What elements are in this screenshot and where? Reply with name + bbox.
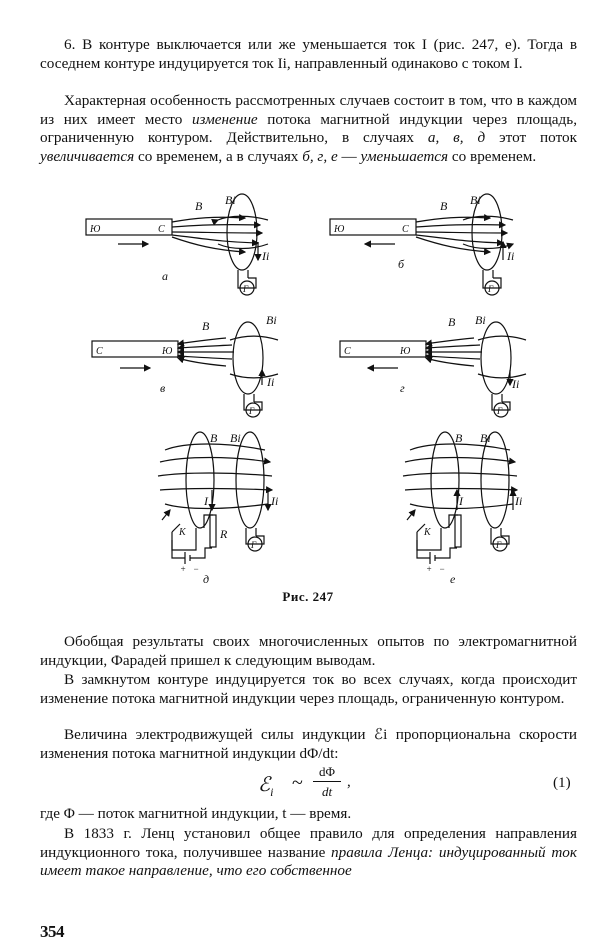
field-label: B — [448, 315, 456, 329]
p7-emph-lenz-rule: правила Ленца: — [331, 843, 434, 861]
panel-v-labels — [96, 313, 277, 416]
panel-label-g: г — [400, 381, 405, 395]
galvanometer-label: Г — [243, 284, 249, 294]
coil-loop — [481, 322, 511, 394]
p2-part2: потока магнитной индукции через площадь, ограниченную контуром. Действительно, в случаях — [40, 110, 577, 147]
galvanometer-label: Г — [251, 540, 257, 550]
field-label: B — [210, 431, 218, 445]
primary-coil — [186, 432, 214, 528]
field-line — [172, 225, 260, 227]
field-label: B — [455, 431, 463, 445]
bar-magnet — [340, 341, 426, 357]
panel-v — [92, 322, 278, 417]
pole-label: Ю — [400, 346, 411, 357]
minus-label: − — [193, 564, 200, 574]
paragraph-faraday-summary: Обобщая результаты своих многочисленных опытов по электромагнитной индукции, Фарадей пришел к следующим выводам. — [40, 633, 577, 669]
formula-emf-symbol: ℰ — [258, 774, 271, 796]
p2-part3: этот поток — [485, 129, 577, 147]
p2-cases-decrease: б, г, е — [302, 147, 338, 165]
induced-field-label: Bi — [230, 431, 241, 445]
panel-g — [340, 322, 526, 417]
field-line — [172, 235, 258, 243]
coil-loop — [233, 322, 263, 394]
formula-comma: , — [347, 774, 351, 790]
formula-numerator: dΦ — [313, 764, 341, 782]
field-label: B — [202, 319, 210, 333]
paragraph-faraday-law-1: В замкнутом контуре индуцируется ток во всех случаях, когда происходит изменение потока магнитной индукции через площадь, ограниченную контуром. — [40, 671, 577, 707]
galvanometer-label: Г — [497, 406, 503, 416]
induced-current-label: Ii — [507, 249, 515, 263]
paragraph-lenz — [40, 825, 577, 881]
p2-part4: со временем, а в случаях — [134, 147, 303, 165]
panel-label-b: б — [398, 257, 405, 271]
formula-emf-subscript: i — [270, 785, 274, 799]
induced-current-label: Ii — [271, 494, 279, 508]
panel-b-labels — [333, 193, 514, 294]
pole-label: Ю — [162, 346, 173, 357]
p2-cases-increase: а, в, д — [427, 129, 486, 147]
field-label: B — [440, 199, 448, 213]
pole-label: Ю — [90, 224, 101, 235]
induced-current-label: Ii — [515, 494, 523, 508]
formula-emf — [258, 772, 273, 800]
paragraph-where: где Φ — поток магнитной индукции, t — время. — [40, 805, 352, 822]
key-label: K — [179, 527, 186, 538]
page-number: 354 — [40, 922, 64, 941]
panel-label-d: д — [203, 572, 210, 585]
paragraph-case-6: 6. В контуре выключается или же уменьшается ток I (рис. 247, е). Тогда в соседнем контуре индуцируется ток Ii, направленный одинаково с током I. — [40, 36, 577, 72]
p7-emph-rule-text: индуцированный ток имеет такое направление, что его собственное — [40, 843, 577, 880]
pole-label: С — [158, 224, 165, 235]
resistor — [455, 515, 461, 547]
induced-field-label: Bi — [480, 431, 491, 445]
galvanometer-label: Г — [249, 406, 255, 416]
figure-247-induction-diagrams — [0, 180, 616, 585]
p2-part6: со временем. — [448, 147, 537, 165]
p2-emph-change: изменение — [191, 110, 258, 128]
figure-caption: Рис. 247 — [282, 589, 334, 604]
p7-part1: В 1833 г. Ленц установил общее правило для определения направления индукционного тока, получившее название — [40, 825, 577, 861]
induced-field-label: Bi — [266, 313, 277, 327]
plus-label: + — [180, 564, 187, 574]
paragraph-flux-change — [40, 92, 577, 166]
p2-emph-decrease: уменьшается — [360, 147, 449, 165]
induced-field-label: Bi — [475, 313, 486, 327]
primary-coil — [431, 432, 459, 528]
galvanometer-label: Г — [496, 540, 502, 550]
induced-current-label: Ii — [512, 377, 520, 391]
p2-part5: — — [337, 147, 361, 165]
panel-g-labels — [344, 313, 519, 416]
panel-a — [86, 194, 268, 295]
formula-relation: ~ — [292, 772, 303, 794]
pole-label: Ю — [334, 224, 345, 235]
galvanometer-label: Г — [488, 284, 494, 294]
induced-field-label: Bi — [225, 193, 236, 207]
resistor-label: R — [220, 527, 228, 541]
minus-label: − — [439, 564, 446, 574]
induced-current-label: Ii — [267, 375, 275, 389]
p2-emph-increase: увеличивается — [40, 147, 135, 165]
field-line — [172, 217, 245, 222]
panel-a-labels — [89, 193, 269, 294]
field-label: B — [195, 199, 203, 213]
formula-denominator: dt — [321, 784, 333, 799]
induced-field-label: Bi — [470, 193, 481, 207]
formula-number: (1) — [553, 774, 571, 791]
formula-fraction — [313, 764, 341, 800]
resistor — [210, 515, 216, 547]
p2-part1: Характерная особенность рассмотренных случаев состоит в том, что в каждом из них имеет место — [40, 92, 577, 128]
current-label: I — [459, 494, 463, 508]
panel-b — [330, 194, 513, 295]
current-label: I — [204, 494, 208, 508]
panel-label-a: а — [162, 269, 168, 283]
panel-label-e: е — [450, 572, 456, 585]
plus-label: + — [426, 564, 433, 574]
field-line — [172, 232, 262, 233]
key-label: K — [424, 527, 431, 538]
induced-current-label: Ii — [262, 249, 270, 263]
pole-label: С — [96, 346, 103, 357]
panel-label-v: в — [160, 381, 166, 395]
paragraph-faraday-law-2: Величина электродвижущей силы индукции ℰi пропорциональна скорости изменения потока магнитной индукции dΦ/dt: — [40, 726, 577, 762]
pole-label: С — [344, 346, 351, 357]
pole-label: С — [402, 224, 409, 235]
formula-1 — [0, 764, 616, 804]
